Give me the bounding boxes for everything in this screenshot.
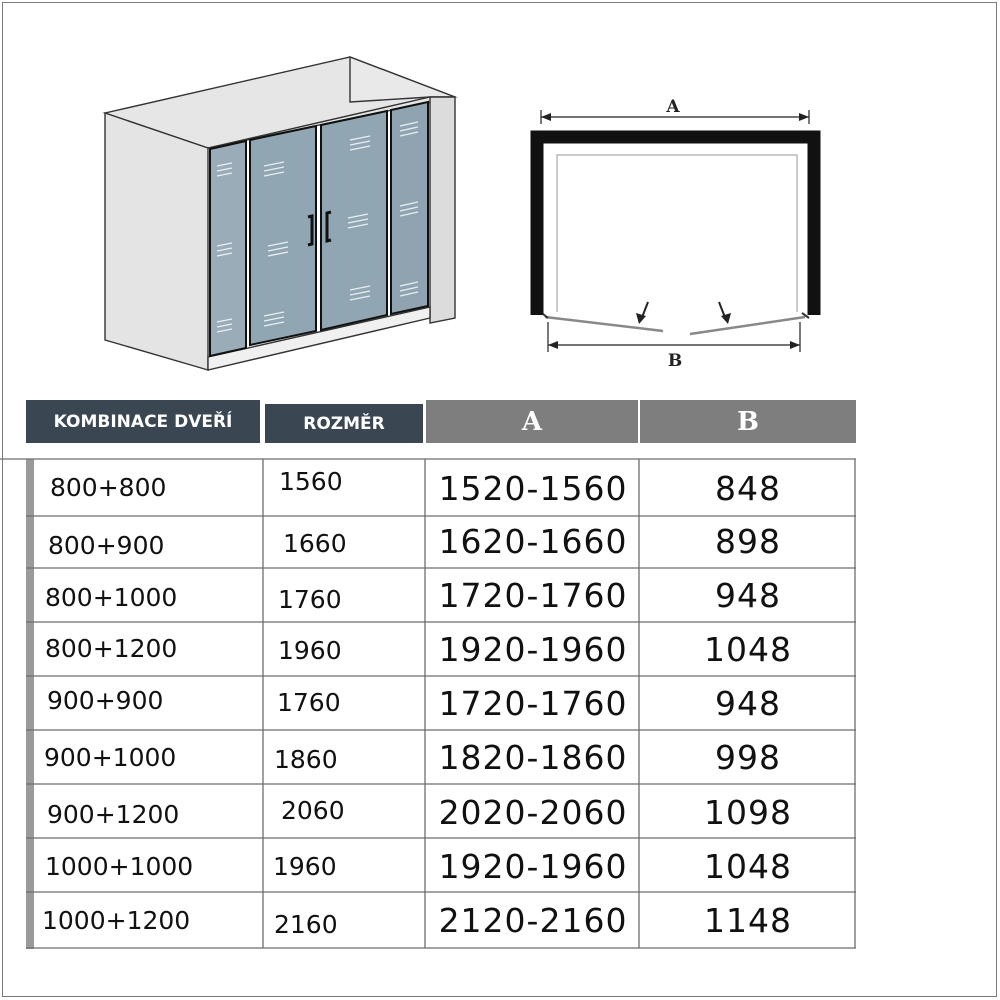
table-row-3-a: 1720-1760 [438, 576, 628, 615]
table-row-8-combination: 1000+1000 [45, 852, 194, 881]
table-row-3-dimension: 1760 [278, 585, 342, 614]
table-row-9-b: 1148 [704, 901, 792, 940]
table-row-5-dimension: 1760 [277, 688, 341, 717]
table-row-4-a: 1920-1960 [438, 630, 628, 669]
dimension-b-label: B [667, 351, 683, 371]
table-row-1-a: 1520-1560 [438, 469, 628, 508]
header-a: A [426, 400, 638, 443]
table-row-2-dimension: 1660 [283, 529, 347, 558]
table-row-8-a: 1920-1960 [438, 847, 628, 886]
table-row-1-b: 848 [715, 469, 781, 508]
table-row-6-dimension: 1860 [274, 745, 338, 774]
table-row-8-dimension: 1960 [273, 852, 337, 881]
table-row-2-a: 1620-1660 [438, 522, 628, 561]
table-row-4-b: 1048 [704, 630, 792, 669]
table-row-7-dimension: 2060 [281, 796, 345, 825]
table-row-9-combination: 1000+1200 [42, 906, 191, 935]
table-row-6-combination: 900+1000 [44, 743, 177, 772]
table-row-6-a: 1820-1860 [438, 738, 628, 777]
header-door-combination: KOMBINACE DVEŘÍ [26, 400, 260, 443]
table-row-1-combination: 800+800 [50, 473, 167, 502]
table-row-9-a: 2120-2160 [438, 901, 628, 940]
table-row-7-combination: 900+1200 [47, 800, 180, 829]
table-row-3-b: 948 [715, 576, 781, 615]
table-row-5-a: 1720-1760 [438, 684, 628, 723]
table-row-2-combination: 800+900 [48, 531, 165, 560]
table-row-8-b: 1048 [704, 847, 792, 886]
table-row-7-b: 1098 [704, 793, 792, 832]
table-row-3-combination: 800+1000 [45, 583, 178, 612]
table-row-2-b: 898 [715, 522, 781, 561]
table-row-5-b: 948 [715, 684, 781, 723]
header-b: B [640, 400, 856, 443]
table-row-9-dimension: 2160 [274, 910, 338, 939]
table-row-6-b: 998 [715, 738, 781, 777]
table-row-7-a: 2020-2060 [438, 793, 628, 832]
table-row-5-combination: 900+900 [47, 686, 164, 715]
table-row-1-dimension: 1560 [279, 467, 343, 496]
table-row-4-combination: 800+1200 [45, 634, 178, 663]
header-dimension: ROZMĚR [265, 404, 423, 443]
dimension-a-label: A [666, 97, 680, 117]
table-row-4-dimension: 1960 [278, 636, 342, 665]
